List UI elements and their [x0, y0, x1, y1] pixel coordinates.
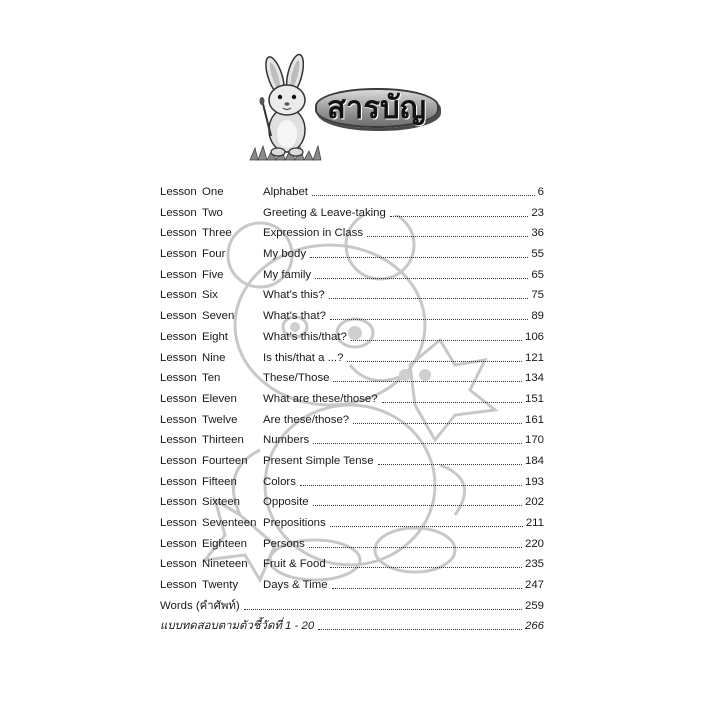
- lesson-ordinal: Seventeen: [202, 517, 257, 529]
- page-number: 247: [524, 579, 544, 592]
- lesson-prefix: Lesson: [160, 268, 197, 281]
- lesson-ordinal: Six: [202, 289, 218, 302]
- toc-entry[interactable]: [160, 430, 544, 451]
- dot-leader: [378, 464, 522, 465]
- contents-header: [245, 52, 445, 164]
- table-of-contents: [160, 182, 544, 637]
- toc-entry[interactable]: [160, 554, 544, 575]
- toc-entry[interactable]: [160, 223, 544, 244]
- lesson-ordinal: Five: [202, 268, 224, 281]
- lesson-title: What's this/that?: [263, 330, 347, 343]
- page-number: 202: [524, 496, 544, 509]
- lesson-prefix: Lesson: [160, 579, 197, 592]
- page-number: 89: [531, 310, 544, 323]
- lesson-prefix: Lesson: [160, 372, 197, 385]
- page-number: 55: [531, 248, 544, 261]
- page-number: 170: [524, 434, 544, 447]
- page-number: 211: [525, 517, 544, 529]
- lesson-title: Present Simple Tense: [263, 454, 374, 467]
- lesson-prefix: Lesson: [160, 475, 197, 488]
- lesson-title: These/Those: [263, 372, 330, 385]
- toc-entry[interactable]: [160, 513, 544, 534]
- toc-entry[interactable]: [160, 265, 544, 286]
- lesson-ordinal: Ten: [202, 372, 221, 385]
- lesson-title: What are these/those?: [263, 392, 378, 405]
- lesson-title: Expression in Class: [263, 227, 364, 240]
- lesson-ordinal: Nine: [202, 351, 226, 364]
- lesson-title: Persons: [263, 537, 305, 550]
- dot-leader: [300, 485, 522, 486]
- page-number: 6: [537, 186, 544, 198]
- dot-leader: [330, 319, 528, 320]
- dot-leader: [330, 567, 522, 568]
- lesson-title: Fruit & Food: [263, 558, 326, 571]
- lesson-ordinal: Eight: [202, 330, 228, 343]
- page-number: 65: [531, 268, 544, 281]
- dot-leader: [313, 505, 522, 506]
- page-number: 193: [524, 475, 544, 488]
- lesson-prefix: Lesson: [160, 537, 197, 550]
- lesson-title: My body: [263, 248, 307, 261]
- lesson-title: Are these/those?: [263, 413, 350, 426]
- lesson-ordinal: Fourteen: [202, 454, 248, 467]
- lesson-prefix: Lesson: [160, 206, 197, 219]
- lesson-prefix: Lesson: [160, 351, 197, 364]
- test-title: แบบทดสอบตามตัวชี้วัดที่ 1 - 20: [160, 620, 315, 633]
- toc-entry[interactable]: [160, 327, 544, 348]
- dot-leader: [329, 298, 528, 299]
- lesson-title: Prepositions: [263, 517, 326, 529]
- page-number: 23: [531, 206, 544, 219]
- toc-entry[interactable]: [160, 285, 544, 306]
- page-number: 134: [524, 372, 544, 385]
- toc-entry[interactable]: [160, 348, 544, 369]
- dot-leader: [315, 278, 528, 279]
- lesson-title: Alphabet: [263, 186, 308, 198]
- words-title: Words (คำศัพท์): [160, 599, 240, 612]
- dot-leader: [333, 381, 522, 382]
- lesson-prefix: Lesson: [160, 289, 197, 302]
- lesson-ordinal: Sixteen: [202, 496, 240, 509]
- page-number: 220: [524, 537, 544, 550]
- lesson-ordinal: Two: [202, 206, 223, 219]
- dot-leader: [390, 216, 528, 217]
- page-number: 259: [524, 599, 544, 612]
- lesson-ordinal: Seven: [202, 310, 235, 323]
- lesson-prefix: Lesson: [160, 310, 197, 323]
- dot-leader: [353, 423, 522, 424]
- lesson-prefix: Lesson: [160, 330, 197, 343]
- toc-entry[interactable]: [160, 451, 544, 472]
- page-number: 36: [531, 227, 544, 240]
- lesson-ordinal: Twenty: [202, 579, 239, 592]
- lesson-title: My family: [263, 268, 312, 281]
- lesson-ordinal: Fifteen: [202, 475, 237, 488]
- page-number: 266: [524, 620, 544, 633]
- lesson-prefix: Lesson: [160, 248, 197, 261]
- dot-leader: [318, 629, 522, 630]
- lesson-ordinal: Thirteen: [202, 434, 244, 447]
- toc-entry[interactable]: [160, 244, 544, 265]
- lesson-prefix: Lesson: [160, 454, 197, 467]
- page-number: 121: [524, 351, 544, 364]
- lesson-ordinal: Twelve: [202, 413, 238, 426]
- toc-entry[interactable]: [160, 472, 544, 493]
- lesson-prefix: Lesson: [160, 413, 197, 426]
- toc-entry[interactable]: [160, 203, 544, 224]
- page-number: 106: [524, 330, 544, 343]
- toc-entry[interactable]: [160, 410, 544, 431]
- toc-entry[interactable]: [160, 182, 544, 203]
- page-title: สารบัญ: [327, 90, 427, 126]
- dot-leader: [367, 236, 528, 237]
- lesson-ordinal: Four: [202, 248, 226, 261]
- lesson-prefix: Lesson: [160, 227, 197, 240]
- lesson-title: Days & Time: [263, 579, 328, 592]
- lesson-title: What's this?: [263, 289, 325, 302]
- lesson-ordinal: One: [202, 186, 224, 198]
- page-number: 75: [531, 289, 544, 302]
- lesson-prefix: Lesson: [160, 434, 197, 447]
- page-number: 161: [524, 413, 544, 426]
- toc-entry[interactable]: [160, 306, 544, 327]
- lesson-prefix: Lesson: [160, 392, 197, 405]
- dot-leader: [312, 195, 535, 196]
- toc-entry[interactable]: [160, 368, 544, 389]
- toc-entry[interactable]: [160, 575, 544, 596]
- toc-entry-test[interactable]: [160, 616, 544, 637]
- dot-leader: [382, 402, 522, 403]
- dot-leader: [351, 340, 522, 341]
- dot-leader: [332, 588, 522, 589]
- dot-leader: [244, 609, 522, 610]
- lesson-ordinal: Eighteen: [202, 537, 247, 550]
- lesson-title: Is this/that a ...?: [263, 351, 344, 364]
- lesson-prefix: Lesson: [160, 558, 197, 571]
- toc-entry[interactable]: [160, 389, 544, 410]
- lesson-prefix: Lesson: [160, 496, 197, 509]
- dot-leader: [309, 547, 522, 548]
- toc-entry[interactable]: [160, 534, 544, 555]
- page-number: 151: [524, 392, 544, 405]
- lesson-title: Colors: [263, 475, 296, 488]
- page-number: 184: [524, 454, 544, 467]
- dot-leader: [313, 443, 522, 444]
- lesson-prefix: Lesson: [160, 186, 197, 198]
- lesson-title: Opposite: [263, 496, 309, 509]
- lesson-prefix: Lesson: [160, 517, 197, 529]
- lesson-title: Numbers: [263, 434, 310, 447]
- dot-leader: [330, 526, 523, 527]
- lesson-title: Greeting & Leave-taking: [263, 206, 386, 219]
- toc-entry-words[interactable]: [160, 596, 544, 617]
- lesson-ordinal: Eleven: [202, 392, 237, 405]
- lesson-ordinal: Nineteen: [202, 558, 248, 571]
- lesson-title: What's that?: [263, 310, 326, 323]
- lesson-ordinal: Three: [202, 227, 232, 240]
- page-number: 235: [524, 558, 544, 571]
- dot-leader: [347, 361, 522, 362]
- toc-entry[interactable]: [160, 492, 544, 513]
- dot-leader: [310, 257, 528, 258]
